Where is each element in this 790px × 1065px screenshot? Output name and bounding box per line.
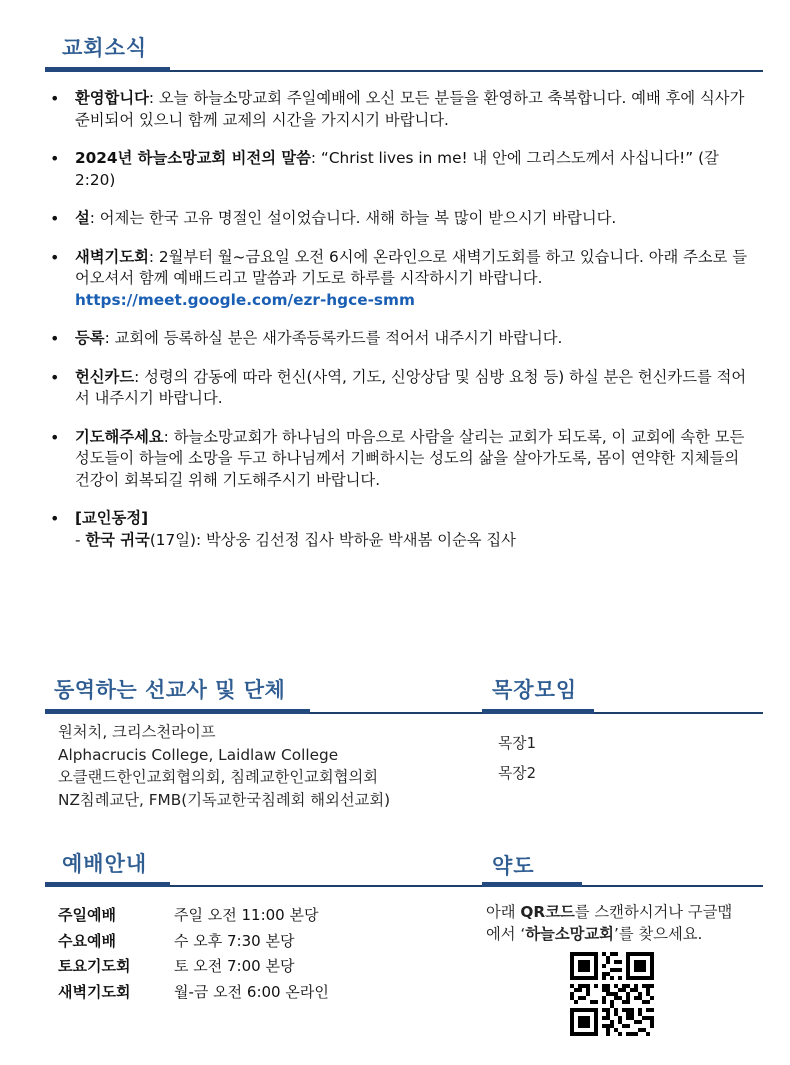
- news-item-heading: 설: [75, 209, 90, 227]
- qr-code-icon[interactable]: [570, 952, 654, 1036]
- news-item-heading: 2024년 하늘소망교회 비전의 말씀: [75, 149, 311, 167]
- missions-line: 원처치, 크리스천라이프: [58, 723, 216, 741]
- worship-schedule: [58, 902, 329, 1004]
- table-row: [58, 953, 329, 979]
- member-news-dash: -: [75, 530, 86, 549]
- news-item-registration: [48, 328, 753, 350]
- map-text-bold: QR코드: [520, 903, 575, 921]
- news-item-vision: [48, 148, 753, 191]
- news-item-heading: 등록: [75, 329, 105, 347]
- news-item-text: : “Christ lives in me! 내 안에 그리스도께서 사십니다!” (갈 2:20): [75, 149, 719, 189]
- member-news-line: [75, 530, 753, 552]
- news-item-text: : 성령의 감동에 따라 헌신(사역, 기도, 신앙상담 및 심방 요청 등) 하실 분은 헌신카드를 적어서 내주시기 바랍니다.: [75, 367, 747, 407]
- news-section-title: 교회소식: [62, 36, 148, 60]
- news-list: [48, 88, 753, 551]
- map-instructions: [486, 901, 732, 945]
- table-row: [58, 979, 329, 1005]
- news-item-member-news: [48, 508, 753, 551]
- worship-rule-accent: [45, 882, 170, 887]
- bullet-icon: •: [50, 329, 60, 348]
- service-name: 주일예배: [58, 906, 116, 925]
- news-item-seol: [48, 208, 753, 230]
- missions-line: 오클랜드한인교회협의회, 침례교한인교회협의회: [58, 768, 379, 786]
- table-row: [58, 902, 329, 928]
- news-item-heading: 헌신카드: [75, 367, 135, 386]
- news-item-text: : 오늘 하늘소망교회 주일예배에 오신 모든 분들을 환영하고 축복합니다. 예배 후에 식사가 준비되어 있으니 함께 교제의 시간을 가지시기 바랍니다.: [75, 89, 745, 129]
- member-news-heading: 한국 귀국: [85, 530, 150, 549]
- news-item-heading: 환영합니다: [75, 89, 149, 107]
- bullet-icon: •: [50, 89, 60, 108]
- bullet-icon: •: [50, 427, 60, 447]
- service-time: 토 오전 7:00 본당: [174, 957, 295, 976]
- cell-group-item: 목장1: [498, 735, 537, 752]
- missions-list: [58, 721, 390, 811]
- missions-line: Alphacrucis College, Laidlaw College: [58, 745, 339, 764]
- map-rule-accent: [482, 882, 582, 887]
- news-item-text: : 하늘소망교회가 하나님의 마음으로 사람을 살리는 교회가 되도록, 이 교회에 속한 모든 성도들이 하늘에 소망을 두고 하나님께서 기뻐하시는 성도의 삶을 살아가도록, 몸이 연약한 지체들의 건강이 회복되길 위해 기도해주시기 바랍니다.: [75, 427, 745, 489]
- news-item-prayer: [48, 427, 753, 492]
- bullet-icon: •: [50, 509, 60, 528]
- news-item-heading: [교인동정]: [75, 509, 149, 527]
- missions-line: NZ침례교단, FMB(기독교한국침례회 해외선교회): [58, 790, 391, 809]
- missions-section-title: 동역하는 선교사 및 단체: [54, 678, 286, 702]
- cell-groups-section-title: 목장모임: [492, 678, 578, 702]
- service-time: 월-금 오전 6:00 온라인: [174, 982, 329, 1001]
- map-text-bold: 하늘소망교회: [525, 925, 614, 943]
- service-time: 수 오후 7:30 본당: [174, 931, 295, 950]
- service-name: 수요예배: [58, 931, 116, 950]
- bullet-icon: •: [50, 149, 60, 168]
- map-instruction-line: [486, 923, 732, 945]
- member-news-text: (17일): 박상웅 김선정 집사 박하윤 박새봄 이순옥 집사: [149, 530, 516, 549]
- news-item-welcome: [48, 88, 753, 131]
- map-instruction-line: [486, 901, 732, 923]
- service-time: 주일 오전 11:00 본당: [174, 906, 319, 925]
- cell-group-item: 목장2: [498, 765, 537, 782]
- news-item-heading: 기도해주세요: [75, 427, 164, 446]
- map-text: 를 스캔하시거나 구글맵: [574, 903, 733, 921]
- news-item-heading: 새벽기도회: [75, 247, 149, 266]
- service-name: 토요기도회: [58, 957, 131, 976]
- news-item-dawn-prayer: [48, 247, 753, 312]
- map-text: 아래: [486, 903, 521, 921]
- service-name: 새벽기도회: [58, 982, 131, 1001]
- worship-section-title: 예배안내: [62, 852, 148, 876]
- bullet-icon: •: [50, 367, 60, 387]
- map-section-title: 약도: [492, 854, 535, 878]
- bullet-icon: •: [50, 247, 60, 267]
- news-item-text: : 교회에 등록하실 분은 새가족등록카드를 적어서 내주시기 바랍니다.: [104, 329, 563, 347]
- cell-groups-list: [498, 729, 536, 789]
- missions-rule-accent: [45, 709, 310, 714]
- table-row: [58, 928, 329, 954]
- news-item-text: : 어제는 한국 고유 명절인 설이었습니다. 새해 하늘 복 많이 받으시기 바랍니다.: [89, 209, 617, 227]
- map-text: 에서 ‘: [486, 925, 526, 943]
- news-rule-accent: [45, 67, 170, 72]
- news-item-text: : 2월부터 월~금요일 오전 6시에 온라인으로 새벽기도회를 하고 있습니다. 아래 주소로 들어오셔서 함께 예배드리고 말씀과 기도로 하루를 시작하시기 바랍니다.: [75, 247, 748, 287]
- map-text: ’를 찾으세요.: [613, 925, 703, 943]
- meet-link[interactable]: https://meet.google.com/ezr-hgce-smm: [75, 290, 415, 309]
- bullet-icon: •: [50, 209, 60, 228]
- news-item-devotion-card: [48, 367, 753, 410]
- cell-groups-rule-accent: [482, 709, 594, 714]
